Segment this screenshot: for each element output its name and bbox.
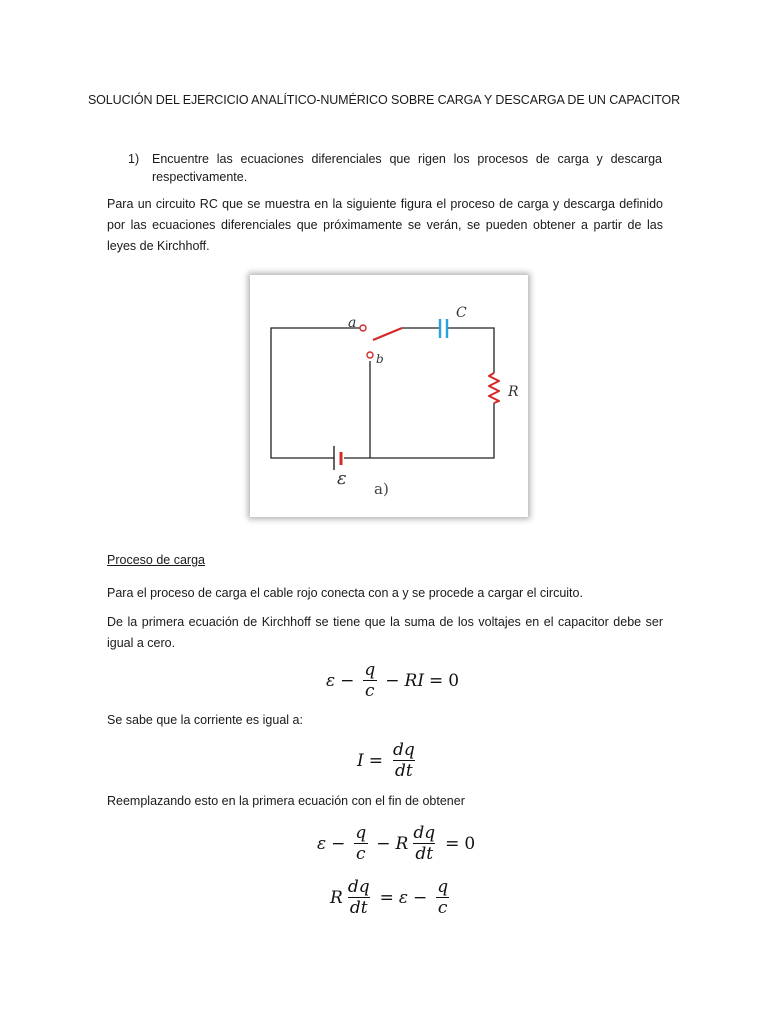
- eq4-minus: −: [412, 887, 428, 908]
- equation-kirchhoff: [326, 660, 459, 701]
- wire-right: [448, 328, 494, 373]
- figure-caption: a): [374, 480, 389, 498]
- terminal-b: [367, 352, 373, 358]
- eq4-denominator-dt: dt: [349, 898, 368, 918]
- question-item: [128, 150, 662, 186]
- rc-circuit-figure: [250, 275, 528, 517]
- question-number: 1): [128, 152, 140, 166]
- eq3-denominator-dt: dt: [415, 844, 434, 864]
- eq3-denominator-c: c: [356, 844, 366, 864]
- section-heading-carga: Proceso de carga: [107, 553, 205, 567]
- paragraph-reemplazando: Reemplazando esto en la primera ecuación con el fin de obtener: [107, 794, 465, 808]
- question-text: Encuentre las ecuaciones diferenciales que rigen los procesos de carga y descarga respectivamente.: [152, 152, 662, 184]
- eq1-zero: 0: [448, 670, 460, 691]
- eq4-numerator-dq: dq: [347, 877, 370, 897]
- eq1-ri: RI: [404, 670, 425, 691]
- eq2-equals: =: [368, 750, 383, 771]
- eq4-r: R: [330, 887, 343, 908]
- eq4-equals: =: [379, 887, 394, 908]
- eq1-minus-1: −: [340, 670, 355, 691]
- eq1-numerator: q: [364, 660, 376, 680]
- eq1-denominator: c: [365, 681, 375, 701]
- paragraph-kirchhoff: De la primera ecuación de Kirchhoff se tiene que la suma de los voltajes en el capacitor debe ser igual a cero.: [107, 615, 663, 650]
- wire-bottom: [344, 403, 494, 458]
- eq4-denominator-c: c: [437, 898, 448, 918]
- eq3-numerator-q: q: [355, 823, 367, 843]
- eq3-fraction-dq-dt: [411, 823, 437, 864]
- eq1-equals: =: [429, 670, 444, 691]
- eq1-minus-2: −: [385, 670, 400, 691]
- equation-rearranged: [330, 877, 453, 918]
- intro-paragraph: Para un circuito RC que se muestra en la siguiente figura el proceso de carga y descarga definido por las ecuaciones diferenciales que próximamente se verán, se pueden obtener a partir de las leyes de Kirchhoff.: [107, 197, 663, 253]
- document-title: SOLUCIÓN DEL EJERCICIO ANALÍTICO-NUMÉRICO SOBRE CARGA Y DESCARGA DE UN CAPACITOR: [87, 93, 681, 107]
- label-emf: ε: [337, 468, 347, 489]
- eq2-i: I: [357, 750, 364, 771]
- eq3-fraction-q-c: [353, 823, 368, 864]
- equation-substituted: [317, 823, 475, 864]
- eq1-epsilon: ε: [326, 670, 336, 691]
- eq1-fraction: [362, 660, 377, 701]
- equation-current: [357, 740, 420, 781]
- switch-arm: [373, 328, 402, 340]
- eq2-fraction: [391, 740, 417, 781]
- eq3-epsilon: ε: [317, 833, 327, 854]
- rc-circuit-diagram: [250, 275, 528, 517]
- label-a: a: [348, 315, 357, 331]
- resistor-zigzag: [489, 373, 499, 403]
- label-b: b: [376, 352, 384, 366]
- terminal-a: [360, 325, 366, 331]
- eq2-numerator: dq: [392, 740, 415, 760]
- eq3-minus-1: −: [331, 833, 346, 854]
- eq3-zero: 0: [464, 833, 476, 854]
- label-r: R: [508, 384, 519, 400]
- eq4-fraction-q-c: [435, 877, 450, 918]
- eq4-fraction-dq-dt: [346, 877, 372, 918]
- paragraph-corriente: Se sabe que la corriente es igual a:: [107, 713, 303, 727]
- label-c: C: [456, 305, 467, 321]
- eq4-numerator-q: q: [437, 877, 449, 897]
- eq3-minus-2: −: [376, 833, 391, 854]
- eq3-r: R: [395, 833, 409, 854]
- eq3-numerator-dq: dq: [413, 823, 436, 843]
- eq3-equals: =: [445, 833, 460, 854]
- wire-left: [271, 328, 361, 458]
- eq4-epsilon: ε: [398, 887, 408, 908]
- eq2-denominator: dt: [394, 761, 413, 781]
- paragraph-carga: Para el proceso de carga el cable rojo conecta con a y se procede a cargar el circuito.: [107, 586, 583, 600]
